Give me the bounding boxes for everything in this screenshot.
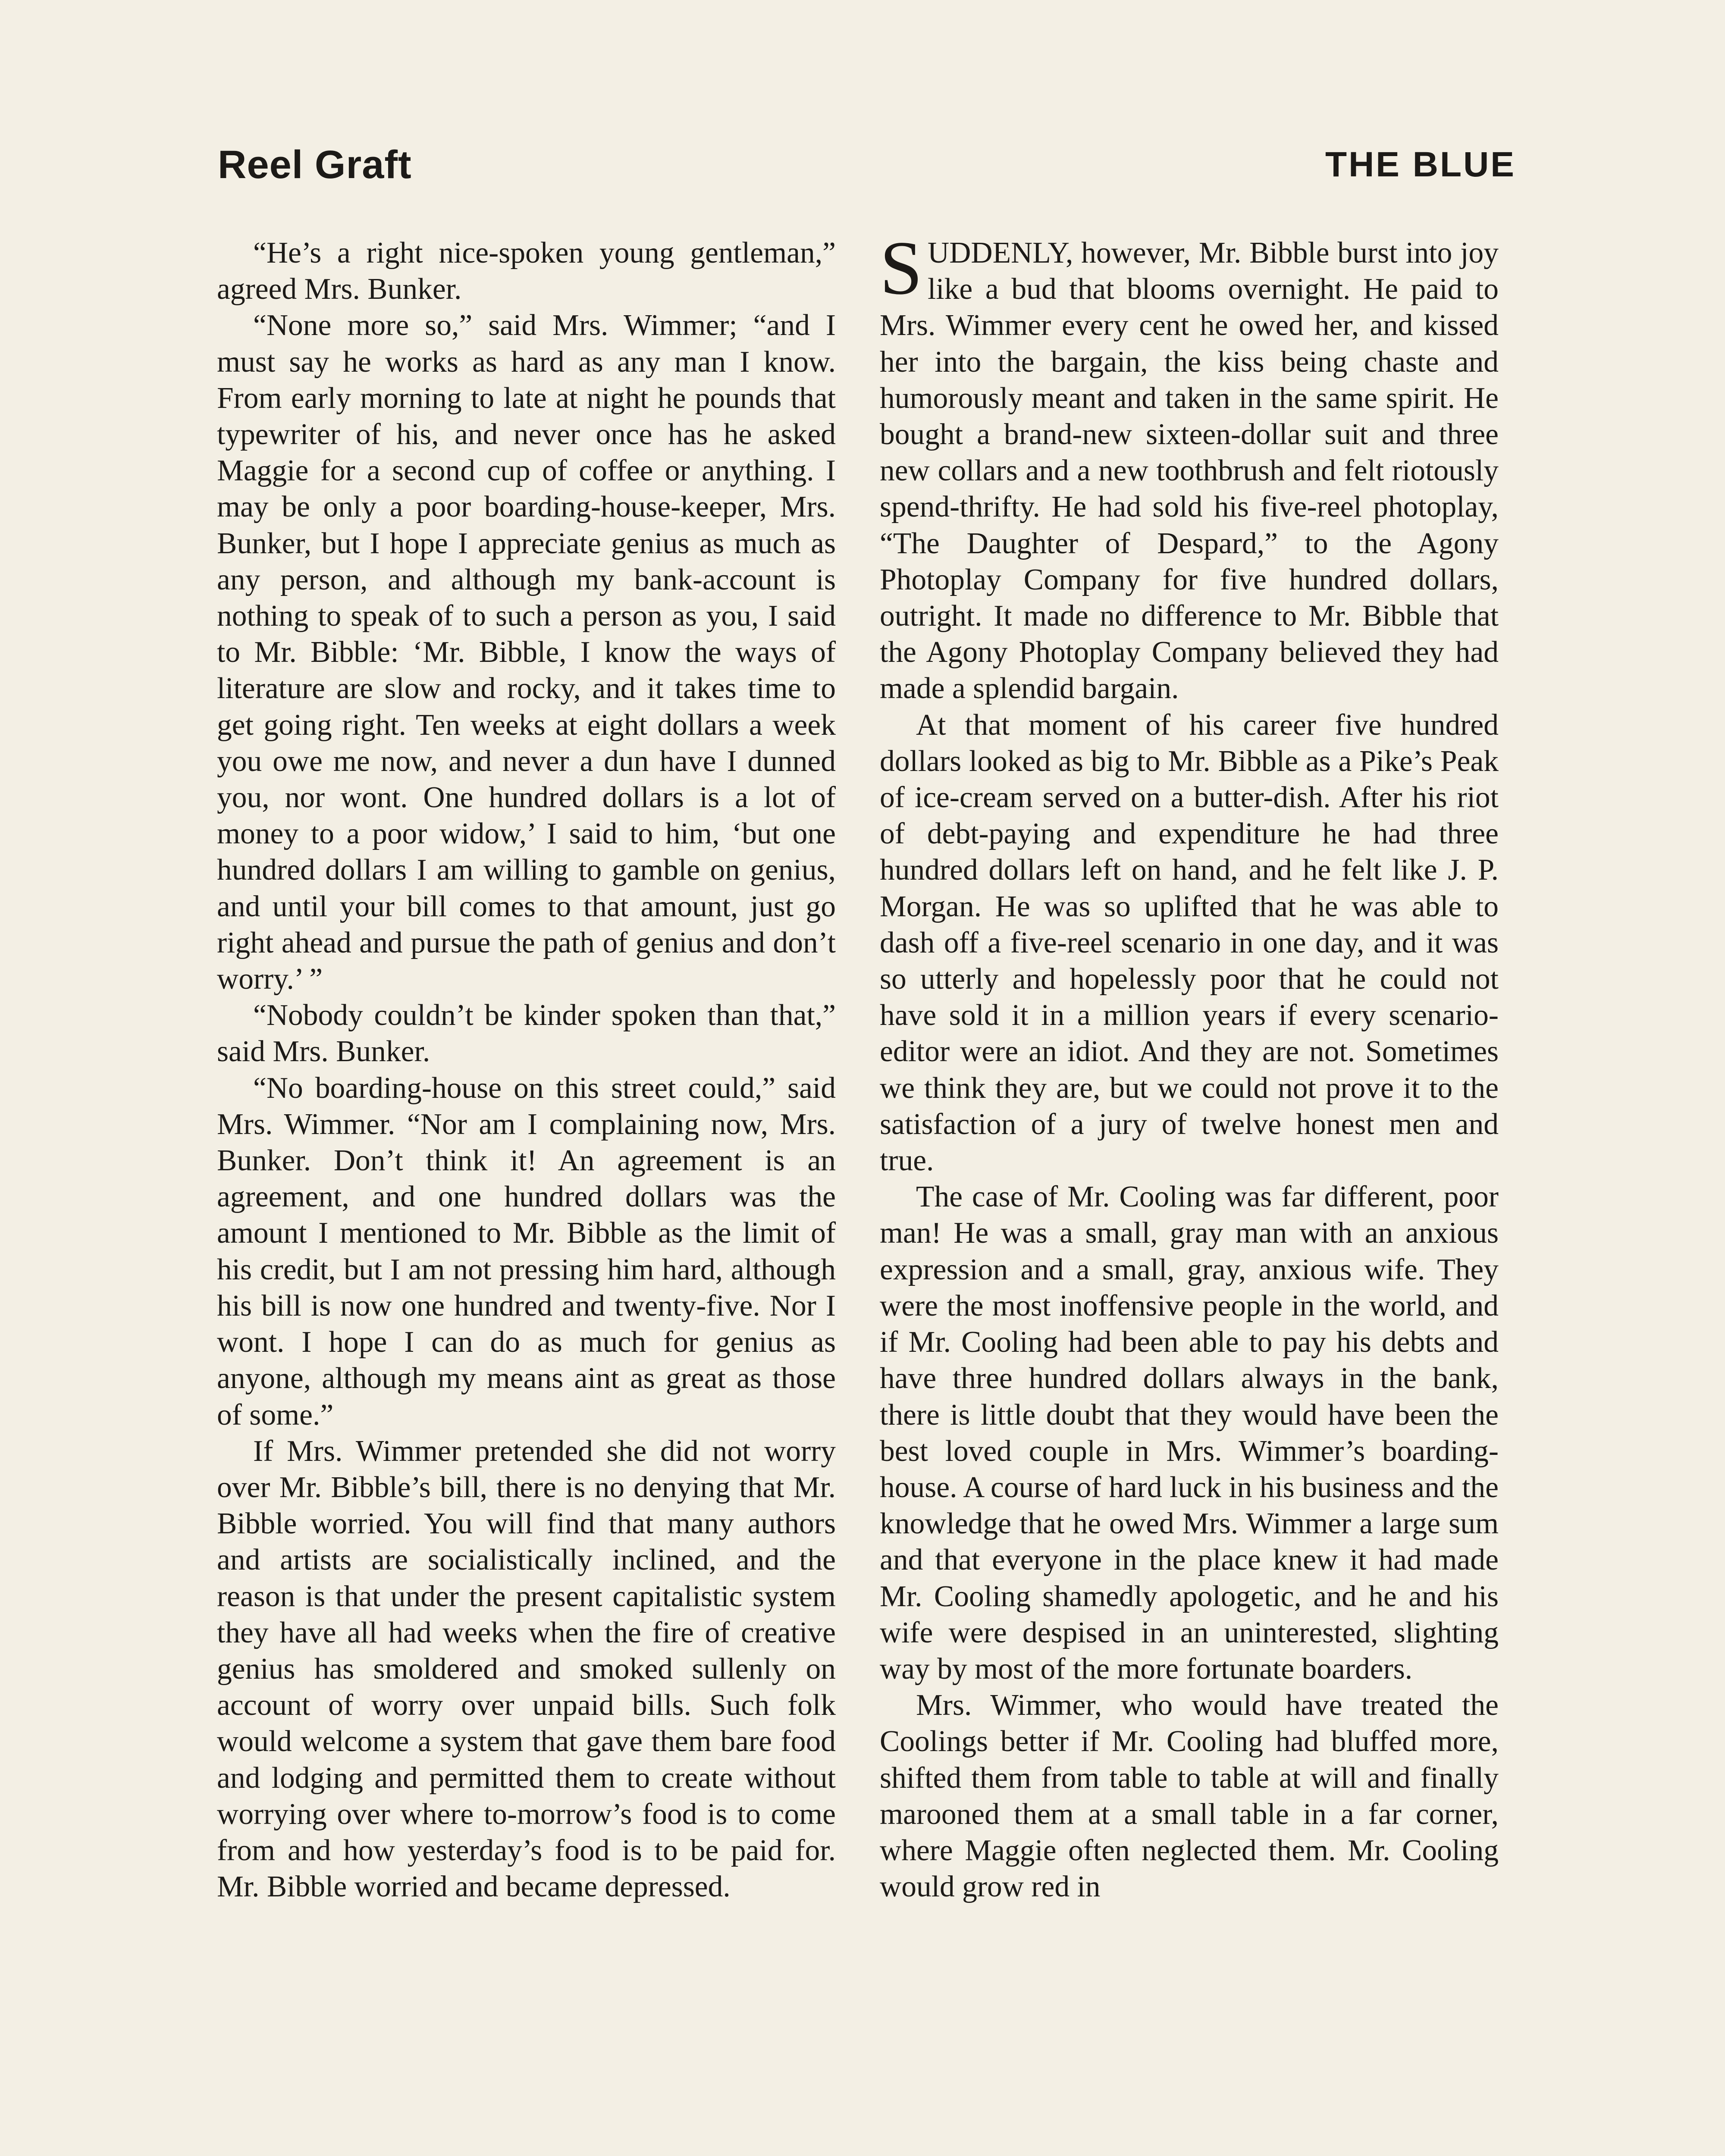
paragraph: “Nobody couldn’t be kinder spoken than that,” said Mrs. Bunker. <box>217 999 836 1069</box>
running-title: Reel Graft <box>218 143 412 187</box>
paragraph: “He’s a right nice-spoken young gentleman,” agreed Mrs. Bunker. <box>217 236 836 306</box>
left-column <box>217 235 836 1905</box>
paragraph: At that moment of his career five hundred dollars looked as big to Mr. Bibble as a Pike’s Peak of ice-cream served on a butter-dish. After his riot of debt-paying and expenditure he had three hundred dollars left on hand, and he felt like J. P. Morgan. He was so uplifted that he was able to dash off a five-reel scenario in one day, and it was so utterly and hopelessly poor that he could not have sold it in a million years if every scenario-editor were an idiot. And they are not. Sometimes we think they are, but we could not prove it to the satisfaction of a jury of twelve honest men and true. <box>880 708 1499 1178</box>
paragraph: The case of Mr. Cooling was far different, poor man! He was a small, gray man with an anxious expression and a small, gray, anxious wife. They were the most inoffensive people in the world, and if Mr. Cooling had been able to pay his debts and have three hundred dollars always in the bank, there is little doubt that they would have been the best loved couple in Mrs. Wimmer’s boarding-house. A course of hard luck in his business and the knowledge that he owed Mrs. Wimmer a large sum and that everyone in the place knew it had made Mr. Cooling shamedly apologetic, and he and his wife were despised in an uninterested, slighting way by most of the more fortunate boarders. <box>880 1180 1499 1686</box>
paragraph: If Mrs. Wimmer pretended she did not worry over Mr. Bibble’s bill, there is no denying that Mr. Bibble worried. You will find that many authors and artists are socialistically inclined, and the reason is that under the present capitalistic system they have all had weeks when the fire of creative genius has smoldered and smoked sullenly on account of worry over unpaid bills. Such folk would welcome a system that gave them bare food and lodging and permitted them to create without worrying over where to-morrow’s food is to come from and how yesterday’s food is to be paid for. Mr. Bibble worried and became depressed. <box>217 1434 836 1904</box>
paragraph: “No boarding-house on this street could,” said Mrs. Wimmer. “Nor am I complaining now, Mrs. Bunker. Don’t think it! An agreement is an agreement, and one hundred dollars was the amount I mentioned to Mr. Bibble as the limit of his credit, but I am not pressing him hard, although his bill is now one hundred and twenty-five. Nor I wont. I hope I can do as much for genius as anyone, although my means aint as great as those of some.” <box>217 1071 836 1432</box>
magazine-name: THE BLUE <box>1325 145 1516 184</box>
drop-cap: S <box>880 225 922 310</box>
right-column <box>880 225 1499 1905</box>
opening-paragraph <box>880 225 1499 707</box>
paragraph: “None more so,” said Mrs. Wimmer; “and I must say he works as hard as any man I know. From early morning to late at night he pounds that typewriter of his, and never once has he asked Maggie for a second cup of coffee or anything. I may be only a poor boarding-house-keeper, Mrs. Bunker, but I hope I appreciate genius as much as any person, and although my bank-account is nothing to speak of to such a person as you, I said to Mr. Bibble: ‘Mr. Bibble, I know the ways of literature are slow and rocky, and it takes time to get going right. Ten weeks at eight dollars a week you owe me now, and never a dun have I dunned you, nor wont. One hundred dollars is a lot of money to a poor widow,’ I said to him, ‘but one hundred dollars I am willing to gamble on genius, and until your bill comes to that amount, just go right ahead and pursue the path of genius and don’t worry.’ ” <box>217 309 836 996</box>
paragraph: Mrs. Wimmer, who would have treated the Coolings better if Mr. Cooling had bluffed more, shifted them from table to table at will and finally marooned them at a small table in a far corner, where Maggie often neglected them. Mr. Cooling would grow red in <box>880 1689 1499 1904</box>
paragraph-text: UDDENLY, however, Mr. Bibble burst into joy like a bud that blooms overnight. He paid to Mrs. Wimmer every cent he owed her, and kissed her into the bargain, the kiss being chaste and humorously meant and taken in the same spirit. He bought a brand-new sixteen-dollar suit and three new collars and a new toothbrush and felt riotously spend-thrifty. He had sold his five-reel photoplay, “The Daughter of Despard,” to the Agony Photoplay Company for five hundred dollars, outright. It made no difference to Mr. Bibble that the Agony Photoplay Company believed they had made a splendid bargain. <box>880 236 1499 705</box>
